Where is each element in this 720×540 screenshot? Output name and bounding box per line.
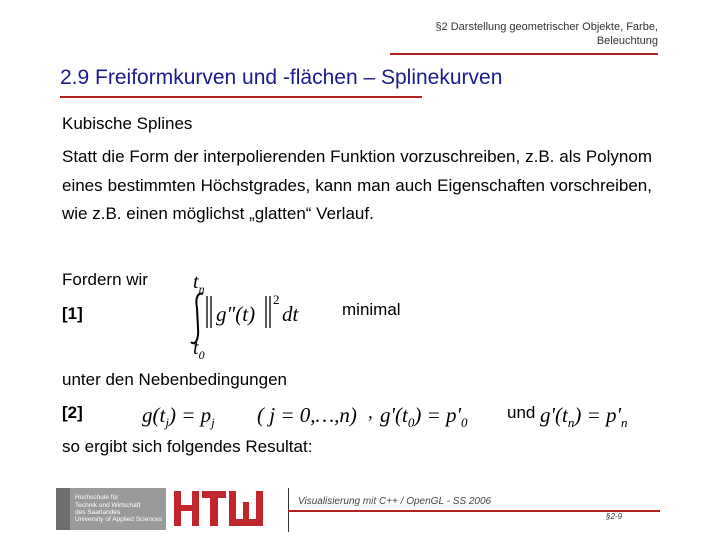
integral-lower-limit: $t_0$ xyxy=(193,337,205,362)
integral-differential: dt xyxy=(282,302,299,326)
und-text: und xyxy=(507,403,536,422)
svg-text:g'(tn) = p'n: $g'(t_n) = p'_n$ xyxy=(540,403,628,430)
title-underline xyxy=(60,96,422,98)
svg-text:( j = 0,…,n): ( j = 0,…,n) xyxy=(257,403,357,427)
footer-divider xyxy=(288,510,660,512)
intro-paragraph: Statt die Form der interpolierenden Funktion vorzuschreiben, z.B. als Polynom eines bestimmten Höchstgrades, kann man auch Eigenschaften vorschreiben, wie z.B. einen möglichst „glatten“ Verlauf. xyxy=(62,147,652,223)
condition-formula-1 xyxy=(140,398,365,432)
resultat-text: so ergibt sich folgendes Resultat: xyxy=(62,437,313,456)
svg-text:g'(t0) = p'0: $g'(t_0) = p'_0$ xyxy=(380,403,468,430)
chapter-header: §2 Darstellung geometrischer Objekte, Farbe, Beleuchtung xyxy=(435,21,658,47)
minimal-label: minimal xyxy=(342,300,401,319)
htw-logo xyxy=(172,488,264,528)
header-divider xyxy=(390,53,658,55)
integral-sign xyxy=(191,294,203,344)
formula-separator-comma: , xyxy=(368,402,373,423)
section-subtitle: Kubische Splines xyxy=(62,114,193,133)
school-logo xyxy=(56,488,166,530)
school-logo-text: Hochschule für Technik und Wirtschaft des Saarlandes University of Applied Sciences xyxy=(75,494,163,524)
fordern-text: Fordern wir xyxy=(62,270,148,289)
equation-label-2: [2] xyxy=(62,403,83,422)
footer-caption: Visualisierung mit C++ / OpenGL - SS 2006 xyxy=(298,496,492,507)
integrand-power: 2 xyxy=(273,292,280,307)
condition-formula-3 xyxy=(538,398,658,432)
svg-text:g(tj) = pj: $g(t_j) = p_j$ xyxy=(142,403,215,430)
condition-formula-2 xyxy=(378,398,493,432)
nebenbedingungen-text: unter den Nebenbedingungen xyxy=(62,370,287,389)
slide-title: 2.9 Freiformkurven und -flächen – Splinekurven xyxy=(60,66,503,89)
integrand: g″(t) xyxy=(216,302,256,326)
page-number: §2-9 xyxy=(606,512,623,521)
integral-upper-limit: $t_n$ xyxy=(193,271,205,296)
equation-label-1: [1] xyxy=(62,304,83,323)
school-logo-mark xyxy=(56,488,70,530)
integral-formula xyxy=(185,268,335,364)
